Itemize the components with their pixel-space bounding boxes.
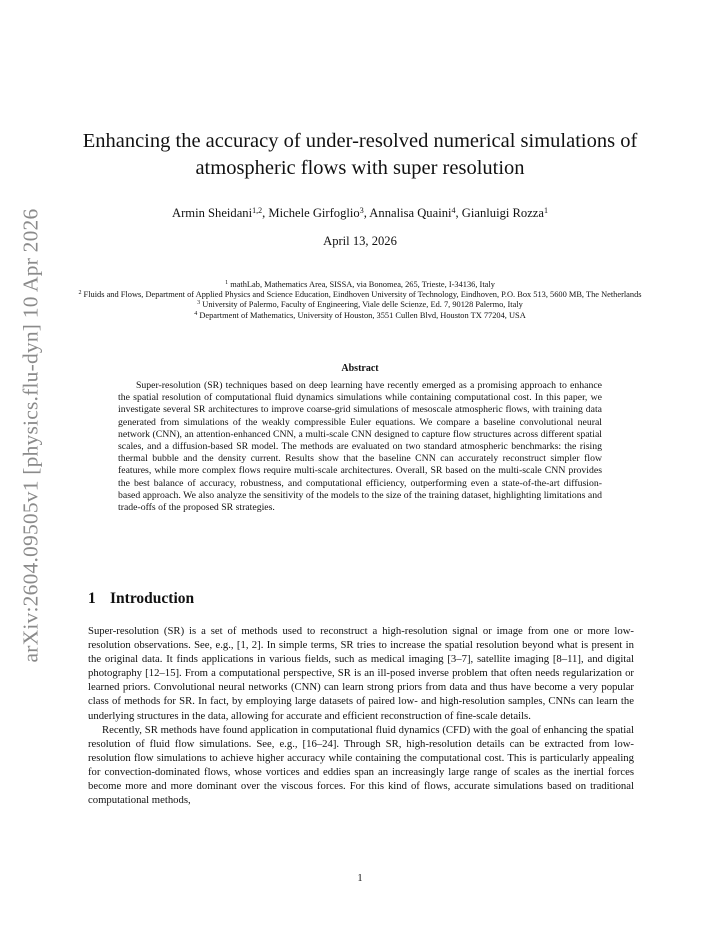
affiliation-text: mathLab, Mathematics Area, SISSA, via Bonomea, 265, Trieste, I-34136, Italy <box>230 280 495 289</box>
affiliation-item <box>78 290 642 300</box>
section-heading <box>88 590 194 608</box>
arxiv-identifier-text: arXiv:2604.09505v1 [physics.flu-dyn] 10 Apr 2026 <box>18 208 43 662</box>
affiliation-item <box>78 280 642 290</box>
paper-title: Enhancing the accuracy of under-resolved numerical simulations of atmospheric flows with super resolution <box>82 130 638 179</box>
arxiv-identifier-stamp <box>16 200 46 670</box>
affiliation-marker: 3 <box>197 300 201 307</box>
affiliation-list <box>78 280 642 321</box>
author-name: Gianluigi Rozza <box>461 206 544 220</box>
author-separator: , <box>363 206 370 220</box>
body-paragraph: Super-resolution (SR) is a set of methods used to reconstruct a high-resolution signal or image from one or more low-resolution observations. See, e.g., [1, 2]. In simple terms, SR tries to increase the spatial resolution beyond what is present in the original data. It finds applications in various fields, such as medical imaging [3–7], satellite imaging [8–11], and digital photography [12–15]. From a computational perspective, SR is an ill-posed inverse problem that often needs regularization or learned priors. Convolutional neural networks (CNN) can learn strong priors from data and thus have become a very popular class of methods for SR. In fact, by employing large datasets of paired low- and high-resolution samples, CNNs can learn the underlying structures in the data, allowing for accurate and efficient reconstruction of fine-scale details. <box>88 625 634 722</box>
affiliation-item <box>78 300 642 310</box>
affiliation-text: Department of Mathematics, University of Houston, 3551 Cullen Blvd, Houston TX 77204, USA <box>199 310 526 320</box>
body-paragraph: Recently, SR methods have found application in computational fluid dynamics (CFD) with the goal of enhancing the spatial resolution of fluid flow simulations. See, e.g., [16–24]. Through SR, high-resolution details can be extracted from low-resolution flow simulations to achieve higher accuracy while containing the computational cost. This is particularly appealing for convection-dominated flows, whose vortices and eddies span an increasingly large range of scales as the inertial forces become more and more dominant over the viscous forces. For this kind of flows, accurate simulations based on traditional computational methods, <box>88 723 634 807</box>
author-affiliation-marker: 3 <box>359 206 364 215</box>
author-name: Armin Sheidani <box>172 206 253 220</box>
affiliation-text: Fluids and Flows, Department of Applied Physics and Science Education, Eindhoven University of Technology, Eindhoven, P.O. Box 513, 5600 MB, The Netherlands <box>83 290 642 300</box>
affiliation-marker: 1 <box>225 280 229 286</box>
author-affiliation-marker: 1,2 <box>252 206 263 215</box>
page-number: 1 <box>357 873 363 884</box>
author-list <box>80 205 640 221</box>
introduction-body <box>88 624 634 807</box>
affiliation-text: University of Palermo, Faculty of Engineering, Viale delle Scienze, Ed. 7, 90128 Palermo, Italy <box>202 300 523 310</box>
abstract-text: Super-resolution (SR) techniques based on deep learning have recently emerged as a promising approach to enhance the spatial resolution of computational fluid dynamics simulations while containing computational cost. In this paper, we investigate several SR architectures to improve coarse-grid simulations of mesoscale atmospheric flows, with training data generated from simulations of the weakly compressible Euler equations. We compare a baseline convolutional neural network (CNN), an attention-enhanced CNN, a multi-scale CNN designed to capture flow structures across different spatial scales, and a diffusion-based SR model. The methods are evaluated on two standard atmospheric benchmarks: the rising thermal bubble and the density current. Results show that the baseline CNN can accurately reconstruct simpler flow features, while more complex flows require multi-scale architectures. Overall, SR based on the multi-scale CNN provides the best balance of accuracy, robustness, and computational efficiency, outperforming even a state-of-the-art diffusion-based approach. We also analyze the sensitivity of the models to the size of the training dataset, highlighting limitations and trade-offs of the proposed SR strategies. <box>118 380 602 514</box>
author-name: Michele Girfoglio <box>268 206 360 220</box>
author-affiliation-marker: 4 <box>451 206 456 215</box>
author-separator: , <box>455 206 462 220</box>
affiliation-marker: 2 <box>78 290 82 297</box>
section-title: Introduction <box>110 590 195 607</box>
publication-date: April 13, 2026 <box>323 234 397 248</box>
affiliation-marker: 4 <box>194 310 198 317</box>
section-number: 1 <box>88 590 96 607</box>
author-affiliation-marker: 1 <box>543 206 548 215</box>
author-separator: , <box>262 206 269 220</box>
affiliation-item <box>78 311 642 321</box>
author-name: Annalisa Quaini <box>369 206 452 220</box>
abstract-heading: Abstract <box>341 363 379 374</box>
